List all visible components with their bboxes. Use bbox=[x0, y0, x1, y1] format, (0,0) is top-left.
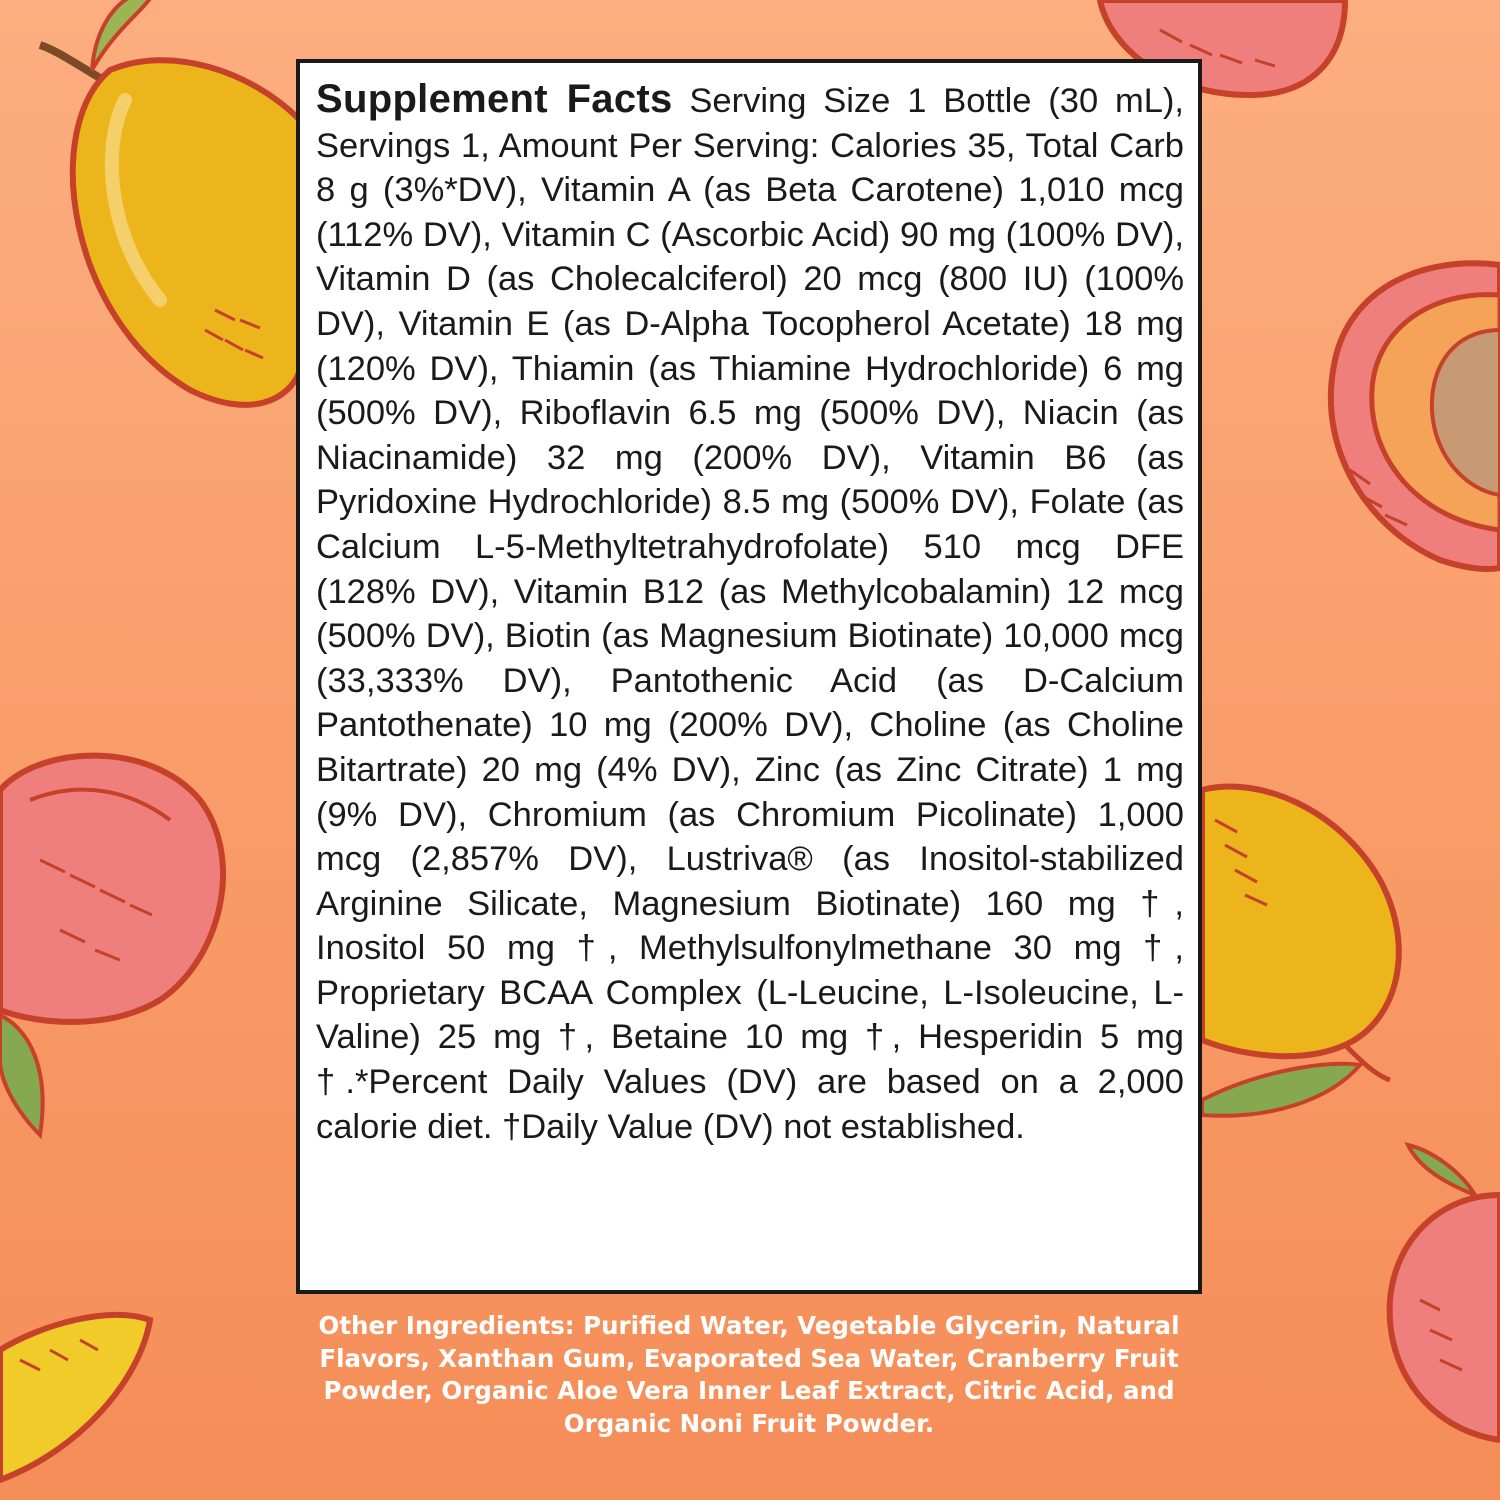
mango-illustration-top-left bbox=[40, 0, 300, 405]
leaf-illustration-left bbox=[0, 1015, 43, 1135]
mango-slice-illustration-bottom-left bbox=[0, 1315, 150, 1480]
supplement-facts-body: Serving Size 1 Bottle (30 mL), Servings 1, Amount Per Serving: Calories 35, Total Carb 8 g (3%*DV), Vitamin A (as Beta Carotene) 1,010 mcg (112% DV), Vitamin C (Ascorbic Acid) 90 mg (100% DV), Vitamin D (as Cholecalciferol) 20 mcg (800 IU) (100% DV), Vitamin E (as D-Alpha Tocopherol Acetate) 18 mg (120% DV), Thiamin (as Thiamine Hydrochloride) 6 mg (500% DV), Riboflavin 6.5 mg (500% DV), Niacin (as Niacinamide) 32 mg (200% DV), Vitamin B6 (as Pyridoxine Hydrochloride) 8.5 mg (500% DV), Folate (as Calcium L-5-Methyltetrahydrofolate) 510 mcg DFE (128% DV), Vitamin B12 (as Methylcobalamin) 12 mcg (500% DV), Biotin (as Magnesium Biotinate) 10,000 mcg (33,333% DV), Pantothenic Acid (as D-Calcium Pantothenate) 10 mg (200% DV), Choline (as Choline Bitartrate) 20 mg (4% DV), Zinc (as Zinc Citrate) 1 mg (9% DV), Chromium (as Chromium Picolinate) 1,000 mcg (2,857% DV), Lustriva® (as Inositol-stabilized Arginine Silicate, Magnesium Biotinate) 160 mg †, Inositol 50 mg †, Methylsulfonylmethane 30 mg †, Proprietary BCAA Complex (L-Leucine, L-Isoleucine, L-Valine) 25 mg †, Betaine 10 mg †, Hesperidin 5 mg †.*Percent Daily Values (DV) are based on a 2,000 calorie diet. †Daily Value (DV) not established. bbox=[316, 82, 1184, 1146]
other-ingredients-text: Other Ingredients: Purified Water, Vegetable Glycerin, Natural Flavors, Xanthan Gum, Evaporated Sea Water, Cranberry Fruit Powder, Organic Aloe Vera Inner Leaf Extract, Citric Acid, and Organic Noni Fruit Powder. bbox=[318, 1311, 1180, 1438]
peach-illustration-left bbox=[0, 756, 223, 1022]
mango-illustration-right bbox=[1202, 787, 1399, 1116]
supplement-facts-title: Supplement Facts bbox=[316, 77, 673, 121]
peach-half-illustration-right bbox=[1331, 263, 1500, 569]
supplement-facts-text bbox=[316, 77, 1184, 1149]
supplement-facts-panel bbox=[296, 59, 1202, 1294]
peach-illustration-bottom-right bbox=[1390, 1145, 1500, 1440]
